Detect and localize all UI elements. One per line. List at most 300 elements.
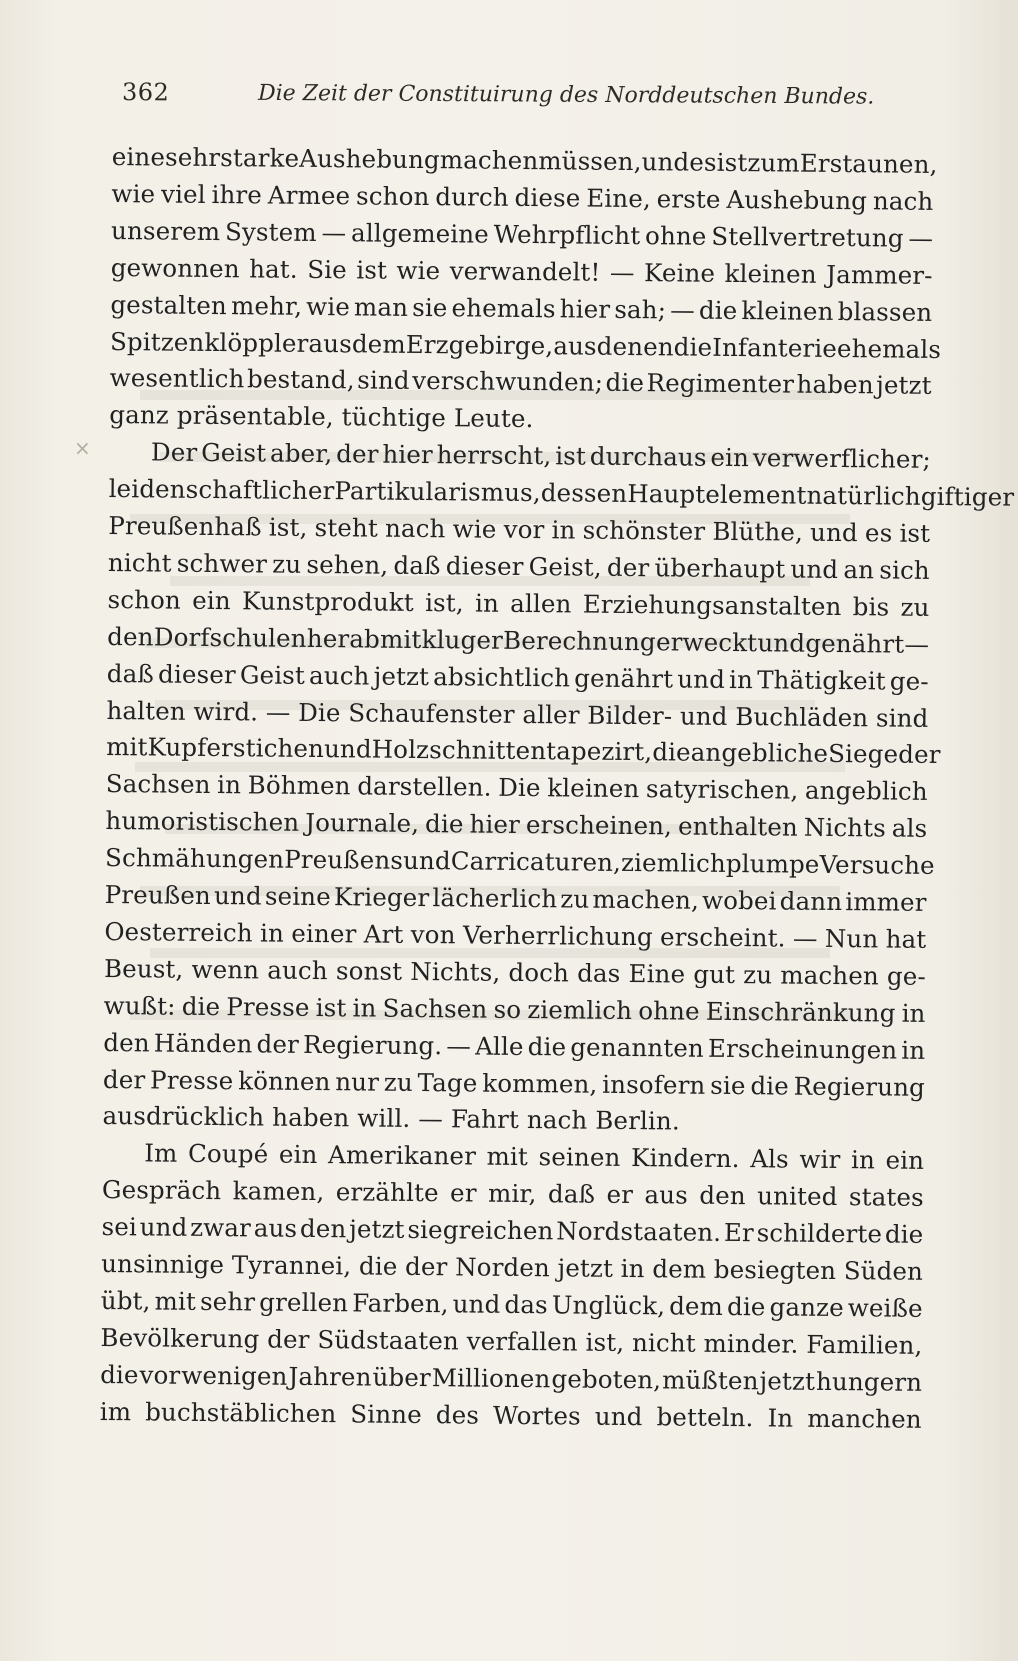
word: mit [379,624,422,654]
word: die [673,331,713,362]
word: verwerflicher; [752,443,932,475]
word: und [452,1289,501,1319]
word: steht [314,512,379,543]
word: in [901,1035,926,1065]
text-line [101,1210,923,1252]
word: insofern [602,1069,706,1100]
word: Oesterreich [104,916,253,948]
text-line [109,398,533,436]
word: Aushebung [726,184,868,216]
word: Dorfschulen [153,622,307,653]
word: und [677,664,726,694]
word: sah; [614,294,667,324]
word: hier [559,293,611,324]
word: ist [315,992,347,1022]
word: Der [150,437,198,468]
word: und [213,881,262,911]
word: Krieger [333,882,430,913]
word: ohne [638,995,700,1026]
word: Norden [455,1252,551,1283]
word: sich [879,555,930,585]
word: erzählte [335,1177,439,1208]
word: herrscht, [436,440,552,471]
word: in [850,1145,876,1175]
word: es [864,518,893,548]
word: zu [900,592,930,622]
word: man [353,291,409,322]
word: ziemlich [527,994,633,1025]
word: nach [384,513,446,544]
word: Im [144,1138,178,1168]
word: lächerlich [432,883,558,914]
word: kamen, [232,1176,325,1207]
word: Nichts [803,812,887,843]
word: wenn [191,954,260,985]
word: Tage [417,1067,478,1098]
word: ausdrücklich [102,1101,265,1132]
word: Geist, [528,551,602,582]
word: ziemlich [620,848,727,879]
word: und [594,1401,643,1431]
word: diese [514,182,581,213]
word: ge- [886,961,927,991]
word: ein [278,1139,318,1170]
word: dem [351,328,406,359]
word: Gespräch [101,1175,222,1206]
word: kleinen [741,295,834,326]
word: daß [393,550,441,581]
word: daß [547,1179,596,1209]
word: verwandelt! [449,255,601,287]
word: Händen [153,1028,253,1058]
word: Sachsen [382,993,488,1024]
word: Journale, [305,808,420,839]
word: Erziehungsanstalten [582,589,842,621]
word: er [606,1179,634,1210]
word: — [265,697,291,727]
word: Unglück, [551,1290,666,1321]
word: überhaupt [654,553,786,584]
word: — [670,294,695,325]
word: Regimenter [646,368,795,399]
word: angeblich [804,775,928,807]
word: — [792,923,818,953]
word: gewonnen [110,252,240,283]
word: — [609,257,635,287]
word: — [908,223,934,253]
word: united [757,1181,838,1212]
text-line [104,841,935,883]
text-line [151,436,931,477]
text-line [107,657,929,699]
word: die [652,737,691,767]
word: Preußenhaß [108,510,262,542]
word: in [620,1253,645,1284]
word: die [527,1031,567,1061]
word: — [418,1104,444,1134]
word: aller [522,699,580,730]
word: darstellen. [357,771,492,802]
word: Kindern. [630,1143,740,1174]
word: Buchläden [735,701,869,732]
word: erweckt [655,626,758,657]
word: Infanterie [712,332,838,363]
word: minder. [703,1328,799,1359]
word: und [790,554,839,584]
word: Holzschnitten [371,734,547,766]
word: Tyrannei, [231,1250,352,1281]
word: und [323,734,372,764]
word: mit [106,732,148,762]
word: Familien, [806,1329,923,1360]
word: sehr [199,1286,256,1317]
text-line [108,546,930,588]
word: jetzt [759,1365,816,1396]
word: in [352,993,377,1023]
word: wir [799,1144,841,1175]
word: verschwunden; [412,366,604,398]
word: enthalten [677,811,798,842]
word: doch [508,957,570,988]
text-line [101,1247,923,1289]
word: Nun [824,923,879,954]
word: Geist [239,659,306,690]
word: zu [743,959,773,990]
word: zu [560,884,590,914]
word: Blüthe, [712,516,804,547]
word: Regierung. [302,1029,443,1060]
word: Geist [201,438,267,468]
word: kluger [421,624,504,655]
text-line [100,1358,922,1400]
word: vor [503,514,545,545]
text-line [106,693,928,735]
page-number: 362 [121,78,170,107]
word: Berechnung [502,625,657,656]
text-line [103,1062,925,1104]
word: siegreichen [407,1214,554,1246]
word: sind [357,365,410,396]
word: ein [710,442,750,473]
word: jetzt [349,1214,405,1244]
word: schon [107,584,182,615]
word: in [217,770,242,800]
word: das [504,1289,548,1320]
word: immer [845,887,927,917]
word: will. [357,1103,411,1134]
word: den [699,1180,746,1211]
word: Er [723,1218,755,1248]
word: der [102,1064,146,1094]
word: einer [291,918,357,949]
word: eine [111,141,166,172]
word: giftiger [920,481,1015,512]
word: Carricaturen, [450,846,622,878]
word: ganz [109,400,170,430]
word: Bevölkerung [100,1322,260,1354]
text-line [106,767,928,809]
word: hungern [815,1366,923,1397]
word: mit [486,1141,529,1172]
word: genannten [570,1032,705,1063]
text-line [109,324,942,366]
word: die [100,1359,139,1389]
word: Kupferstichen [147,732,325,764]
word: Preußens [284,844,404,875]
word: Die [298,697,341,727]
word: auch [267,955,328,985]
word: jetzt [876,370,932,401]
word: ist, [425,587,464,618]
word: den [107,621,154,652]
text-line [101,1284,923,1326]
text-line [102,1173,924,1215]
word: Beust, [103,953,184,984]
text-line [111,140,938,182]
word: Spitzenklöppler [109,326,309,358]
word: die [726,1291,766,1322]
word: — [446,1030,472,1061]
word: angebliche [690,737,829,769]
text-line [110,288,932,330]
word: ehemals [451,292,556,323]
word: viel [160,179,206,209]
word: sehr [164,142,221,173]
word: bis [852,591,890,622]
word: müssen, [538,146,642,177]
word: Armee [267,180,351,211]
word: tüchtige [341,402,447,433]
word: ist [716,147,748,178]
word: Fahrt [450,1104,520,1135]
word: im [99,1396,132,1426]
word: dieser [445,551,524,581]
word: wenigen [181,1360,288,1391]
word: Erzgebirge, [405,329,554,360]
word: auch [308,660,370,691]
word: und [810,517,858,548]
text-line [104,989,926,1031]
word: leidenschaftlicher [108,474,335,506]
word: den [103,1027,150,1057]
word: Presse [150,1064,234,1095]
word: gestalten [110,289,228,320]
word: mehr, [230,290,303,321]
word: präsentable, [176,400,334,432]
word: Regierung [793,1071,926,1102]
word: geboten, [551,1363,662,1395]
word: die [358,1251,398,1281]
word: machen [780,960,880,991]
word: sie [710,1070,746,1100]
word: Eine, [586,183,652,214]
word: des [435,1399,480,1430]
word: wie [396,255,441,285]
word: allen [510,588,572,619]
word: Stellvertretung [711,221,904,253]
word: tapezirt, [546,736,653,767]
word: jetzt [373,661,430,691]
word: kleinen [547,773,640,804]
word: Süden [843,1256,924,1286]
word: Jahren [288,1361,372,1392]
word: der [256,1029,300,1059]
word: ist [899,518,931,548]
word: seine [264,881,331,912]
word: humoristischen [105,806,300,838]
word: Leute. [453,403,534,434]
word: ein [885,1145,925,1176]
word: sie [412,292,448,322]
word: blassen [837,296,933,327]
word: buchstäblichen [145,1396,337,1428]
word: die [181,991,221,1021]
text-line [105,878,927,920]
word: ist [555,441,587,471]
word: dann [779,886,843,917]
word: Jammer- [826,259,933,290]
word: natürlich [806,480,921,511]
word: nach [526,1105,588,1135]
word: in [474,588,500,618]
word: dem [652,1254,707,1284]
word: durchaus [589,441,707,472]
text-line [144,1137,924,1178]
word: und [402,845,451,876]
word: wie [452,514,497,544]
word: Aushebung [299,143,440,175]
word: unserem [110,215,221,246]
word: ist, [268,512,308,542]
word: nicht [631,1327,696,1358]
word: Farben, [352,1288,449,1319]
body-text [99,140,1015,1548]
word: Böhmen [247,770,351,801]
word: genährt [805,628,905,659]
word: ihre [211,179,263,210]
word: Hauptelement [627,479,807,510]
word: aus [308,328,353,358]
word: wobei [701,885,777,916]
word: Siege [828,739,899,769]
word: Südstaaten [317,1324,460,1356]
word: Berlin. [595,1106,680,1136]
word: als [891,813,928,844]
word: — [321,217,347,248]
word: Schmähungen [104,843,285,874]
word: genährt [574,663,674,694]
word: die [750,1070,790,1101]
word: Bilder- [587,700,673,730]
word: kleinen [724,258,817,289]
word: erscheint. [659,922,786,953]
word: Millionen [431,1362,551,1393]
text-line [105,804,927,846]
word: Als [750,1144,789,1174]
word: dieser [157,659,236,689]
word: schönster [582,515,706,546]
word: der [404,1251,448,1282]
word: und [679,700,728,731]
word: nicht [107,547,172,578]
word: die [884,1219,924,1249]
word: schwer [176,548,268,579]
text-line [111,177,933,219]
word: vor [139,1360,181,1390]
word: das [577,958,621,988]
word: Partikularismus, [334,476,541,508]
word: es [689,147,717,177]
word: dem [669,1291,724,1321]
word: der [898,739,941,770]
word: Kunstprodukt [241,586,415,617]
text-line [106,730,941,772]
word: sonst [335,955,403,986]
word: zum [747,148,800,178]
word: grellen [259,1287,349,1318]
word: müßten [662,1365,759,1395]
word: Sie [307,254,348,284]
word: weiße [847,1293,923,1323]
word: System [224,216,317,247]
text-line [108,472,1015,514]
word: ist [356,255,388,285]
word: Alle [475,1031,524,1061]
word: daß [106,658,155,689]
word: Nordstaaten. [556,1216,722,1247]
word: Coupé [187,1139,269,1169]
word: schon [355,181,430,211]
text-line [104,952,926,994]
text-line [103,1026,925,1068]
word: machen [439,145,539,176]
word: ohne [644,220,707,251]
word: jetzt [557,1253,614,1283]
word: durch [435,181,509,212]
running-title: Die Zeit der Constituirung des Norddeutschen Bundes. [257,80,875,110]
word: Wehrpflicht [493,219,641,250]
word: Schaufenster [348,697,515,729]
page-header [121,74,875,118]
word: starke [220,143,300,173]
word: an [843,554,875,585]
word: übt, [100,1285,151,1316]
word: allgemeine [350,218,490,249]
word: Sachsen [105,769,211,800]
word: kommen, [482,1068,598,1099]
word: in [728,664,754,694]
word: haben [272,1102,350,1133]
text-line [108,509,930,551]
text-line [107,620,929,662]
text-line [107,583,929,625]
text-line [104,915,926,957]
word: mir, [487,1178,537,1209]
word: Nichts, [410,956,501,987]
word: sind [875,702,929,733]
word: nur [335,1066,380,1097]
word: die [605,368,645,398]
word: ist, [585,1327,625,1357]
word: wie [306,291,351,321]
text-line [111,251,933,293]
word: so [493,994,522,1024]
word: In [767,1402,794,1433]
word: aus [644,1180,689,1210]
word: und [641,147,690,177]
word: Art [363,919,404,949]
word: aber, [269,438,333,469]
